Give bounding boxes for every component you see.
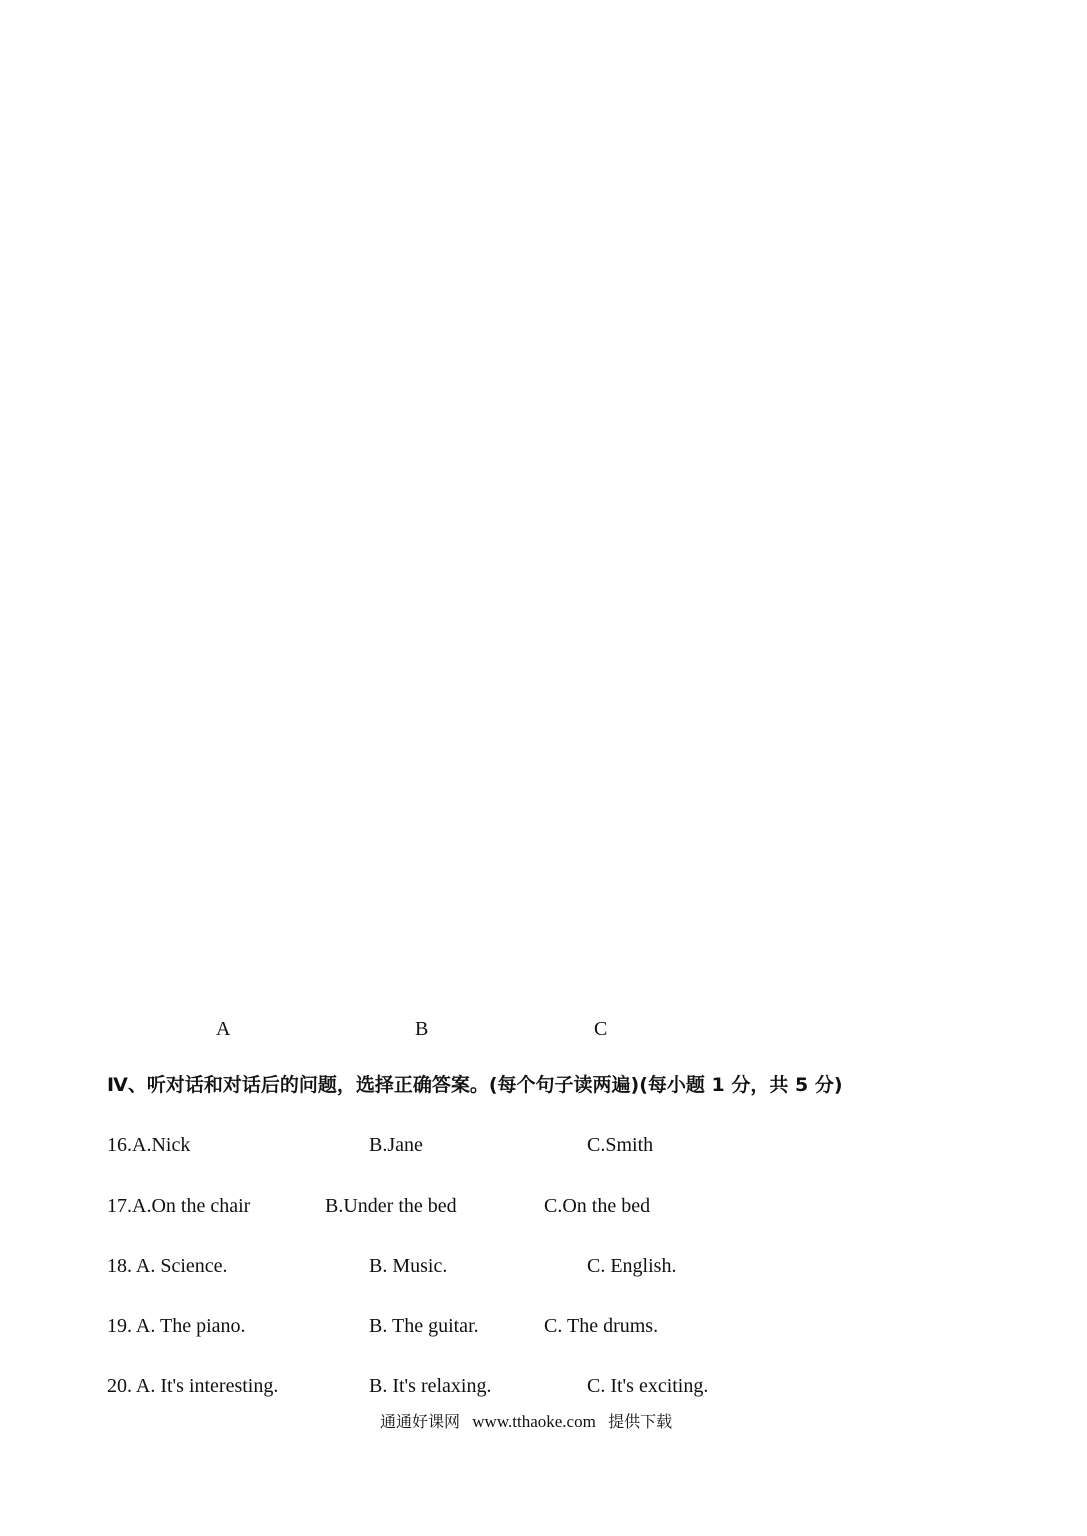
question-19-option-c: C. The drums.	[544, 1315, 659, 1337]
picture-label-a: A	[216, 1018, 231, 1040]
question-17-option-a: 17.A.On the chair	[107, 1195, 251, 1217]
question-16-option-c: C.Smith	[587, 1134, 654, 1156]
question-18-option-b: B. Music.	[369, 1255, 448, 1277]
question-17-option-b: B.Under the bed	[325, 1195, 457, 1217]
section-heading: Ⅳ、听对话和对话后的问题，选择正确答案。(每个句子读两遍)(每小题 1 分，共 5 分)	[107, 1074, 843, 1096]
picture-label-b: B	[415, 1018, 429, 1040]
footer-url[interactable]: www.tthaoke.com	[472, 1412, 596, 1431]
question-20-option-c: C. It's exciting.	[587, 1375, 709, 1397]
question-16-option-b: B.Jane	[369, 1134, 423, 1156]
question-18-option-a: 18. A. Science.	[107, 1255, 228, 1277]
question-19-option-b: B. The guitar.	[369, 1315, 479, 1337]
footer-suffix: 提供下载	[608, 1412, 673, 1431]
question-16-option-a: 16.A.Nick	[107, 1134, 191, 1156]
question-20-option-b: B. It's relaxing.	[369, 1375, 492, 1397]
question-18-option-c: C. English.	[587, 1255, 677, 1277]
picture-label-c: C	[594, 1018, 608, 1040]
question-20-option-a: 20. A. It's interesting.	[107, 1375, 279, 1397]
page-footer	[380, 1410, 672, 1434]
footer-site-name: 通通好课网	[380, 1412, 461, 1431]
question-17-option-c: C.On the bed	[544, 1195, 651, 1217]
question-19-option-a: 19. A. The piano.	[107, 1315, 246, 1337]
